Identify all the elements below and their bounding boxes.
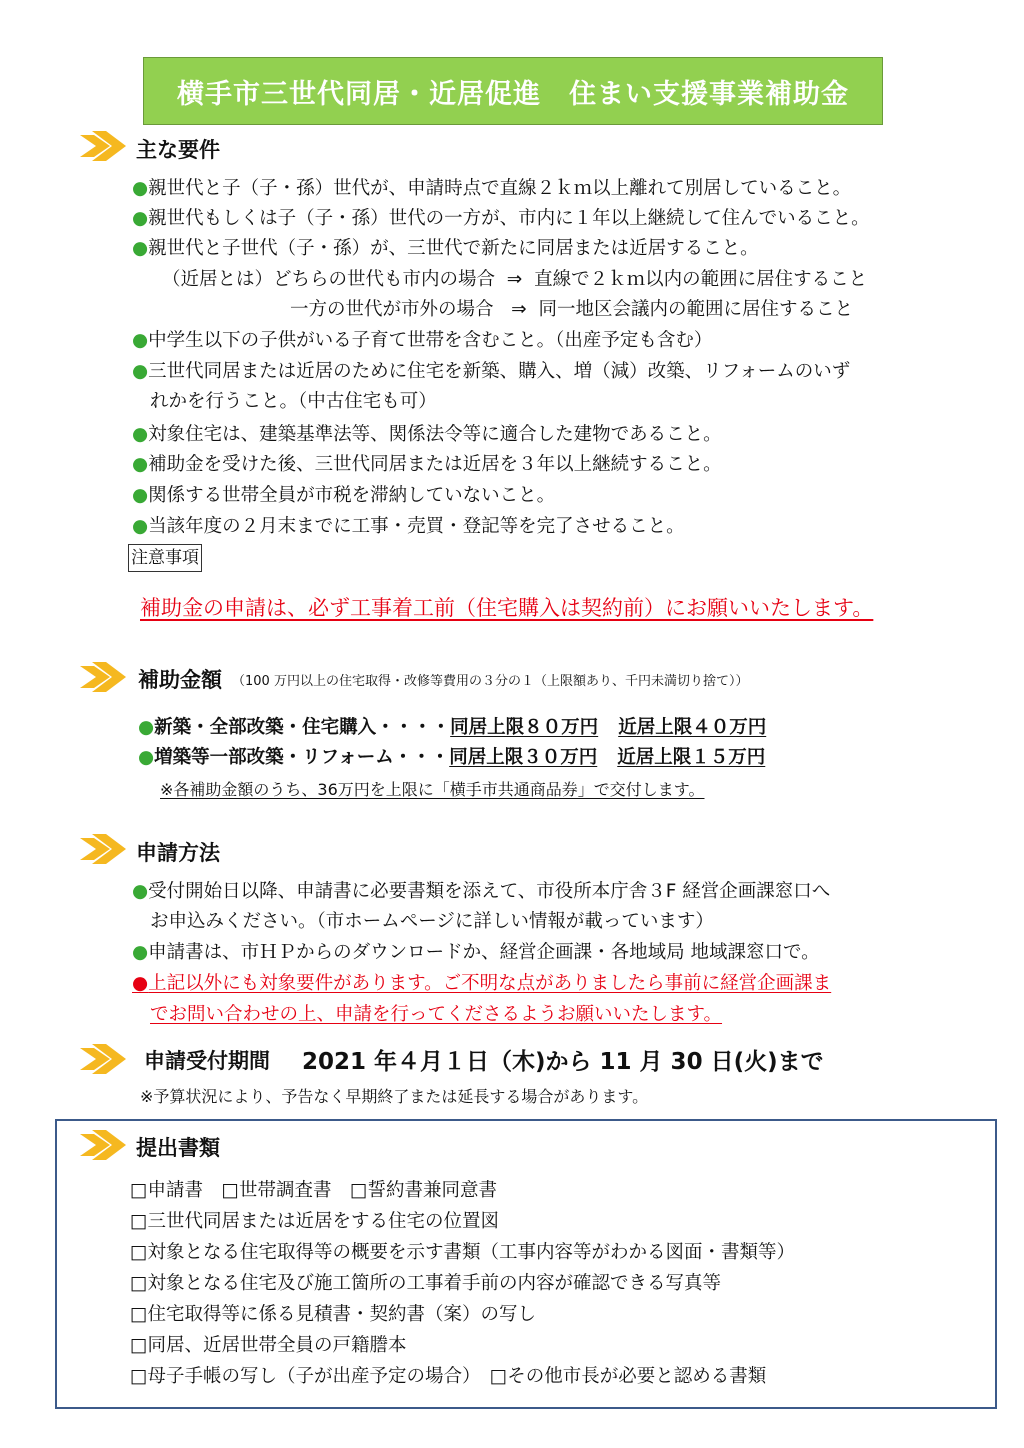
circle-bullet-icon: ● bbox=[132, 178, 149, 199]
circle-bullet-icon: ● bbox=[132, 361, 149, 382]
circle-bullet-icon: ● bbox=[132, 942, 149, 963]
period-note: ※予算状況により、予告なく早期終了または延長する場合があります。 bbox=[140, 1087, 649, 1106]
circle-bullet-icon: ● bbox=[132, 973, 149, 994]
document-item: □同居、近居世帯全員の戸籍謄本 bbox=[130, 1335, 407, 1356]
circle-bullet-icon: ● bbox=[132, 485, 149, 506]
list-item: ●当該年度の２月末までに工事・売買・登記等を完了させること。 bbox=[132, 516, 685, 537]
section-heading-period: 申請受付期間 bbox=[144, 1049, 270, 1073]
circle-bullet-icon: ● bbox=[132, 208, 149, 229]
circle-bullet-icon: ● bbox=[132, 330, 149, 351]
list-item: ●補助金を受けた後、三世代同居または近居を３年以上継続すること。 bbox=[132, 454, 722, 475]
chevron-arrow-icon bbox=[80, 1044, 126, 1074]
amount-subtitle: （100 万円以上の住宅取得・改修等費用の３分の１（上限額あり、千円未満切り捨て）） bbox=[232, 674, 749, 689]
section-heading-method: 申請方法 bbox=[136, 841, 220, 865]
list-item: ●親世代と子世代（子・孫）が、三世代で新たに同居または近居すること。 bbox=[132, 238, 759, 259]
document-item: □母子手帳の写し（子が出産予定の場合） □その他市長が必要と認める書類 bbox=[130, 1366, 767, 1387]
circle-bullet-icon: ● bbox=[138, 747, 155, 768]
application-period: 2021 年４月１日（木)から 11 月 30 日(火)まで bbox=[302, 1049, 824, 1075]
circle-bullet-icon: ● bbox=[132, 238, 149, 259]
list-item: ●中学生以下の子供がいる子育て世帯を含むこと。（出産予定も含む） bbox=[132, 330, 713, 351]
document-item: □対象となる住宅及び施工箇所の工事着手前の内容が確認できる写真等 bbox=[130, 1273, 721, 1294]
list-item: ●対象住宅は、建築基準法等、関係法令等に適合した建物であること。 bbox=[132, 424, 722, 445]
document-item: □三世代同居または近居をする住宅の位置図 bbox=[130, 1211, 499, 1232]
circle-bullet-icon: ● bbox=[132, 881, 149, 902]
section-heading-documents: 提出書類 bbox=[136, 1136, 220, 1160]
list-item: ●親世代と子（子・孫）世代が、申請時点で直線２ｋｍ以上離れて別居していること。 bbox=[132, 178, 852, 199]
circle-bullet-icon: ● bbox=[132, 424, 149, 445]
chevron-arrow-icon bbox=[80, 1130, 126, 1160]
document-item: □住宅取得等に係る見積書・契約書（案）の写し bbox=[130, 1304, 536, 1325]
kinkyo-definition-2: 一方の世代が市外の場合 ⇒ 同一地区会議内の範囲に居住すること bbox=[290, 299, 853, 320]
list-item-continuation: れかを行うこと。（中古住宅も可） bbox=[150, 391, 437, 412]
section-heading-amount: 補助金額 bbox=[138, 668, 222, 692]
chevron-arrow-icon bbox=[80, 131, 126, 161]
warning-item-continuation: でお問い合わせの上、申請を行ってくださるようお願いいたします。 bbox=[150, 1004, 723, 1025]
list-item: ●三世代同居または近居のために住宅を新築、購入、増（減）改築、リフォームのいず bbox=[132, 361, 851, 382]
amount-row: ●新築・全部改築・住宅購入・・・・同居上限８０万円 近居上限４０万円 bbox=[138, 717, 767, 738]
page-title: 横手市三世代同居・近居促進 住まい支援事業補助金 bbox=[143, 57, 883, 125]
circle-bullet-icon: ● bbox=[132, 454, 149, 475]
list-item: ●関係する世帯全員が市税を滞納していないこと。 bbox=[132, 485, 556, 506]
list-item: ●申請書は、市ＨＰからのダウンロードか、経営企画課・各地域局 地域課窓口で。 bbox=[132, 942, 820, 963]
amount-note: ※各補助金額のうち、36万円を上限に「横手市共通商品券」で交付します。 bbox=[160, 780, 705, 799]
warning-item: ●上記以外にも対象要件があります。ご不明な点がありましたら事前に経営企画課ま bbox=[132, 973, 832, 994]
circle-bullet-icon: ● bbox=[132, 516, 149, 537]
list-item: ●受付開始日以降、申請書に必要書類を添えて、市役所本庁舎３F 経営企画課窓口へ bbox=[132, 881, 831, 902]
important-note: 補助金の申請は、必ず工事着工前（住宅購入は契約前）にお願いいたします。 bbox=[140, 596, 874, 620]
kinkyo-definition-1: （近居とは）どちらの世代も市内の場合 ⇒ 直線で２ｋｍ以内の範囲に居住すること bbox=[162, 269, 868, 290]
chevron-arrow-icon bbox=[80, 662, 126, 692]
note-label: 注意事項 bbox=[128, 544, 202, 572]
document-item: □申請書 □世帯調査書 □誓約書兼同意書 bbox=[130, 1180, 497, 1201]
amount-row: ●増築等一部改築・リフォーム・・・同居上限３０万円 近居上限１５万円 bbox=[138, 747, 766, 768]
list-item: ●親世代もしくは子（子・孫）世代の一方が、市内に１年以上継続して住んでいること。 bbox=[132, 208, 870, 229]
circle-bullet-icon: ● bbox=[138, 717, 155, 738]
list-item-continuation: お申込みください。（市ホームページに詳しい情報が載っています） bbox=[150, 911, 714, 932]
chevron-arrow-icon bbox=[80, 834, 126, 864]
section-heading-requirements: 主な要件 bbox=[136, 138, 220, 162]
document-item: □対象となる住宅取得等の概要を示す書類（工事内容等がわかる図面・書類等） bbox=[130, 1242, 795, 1263]
